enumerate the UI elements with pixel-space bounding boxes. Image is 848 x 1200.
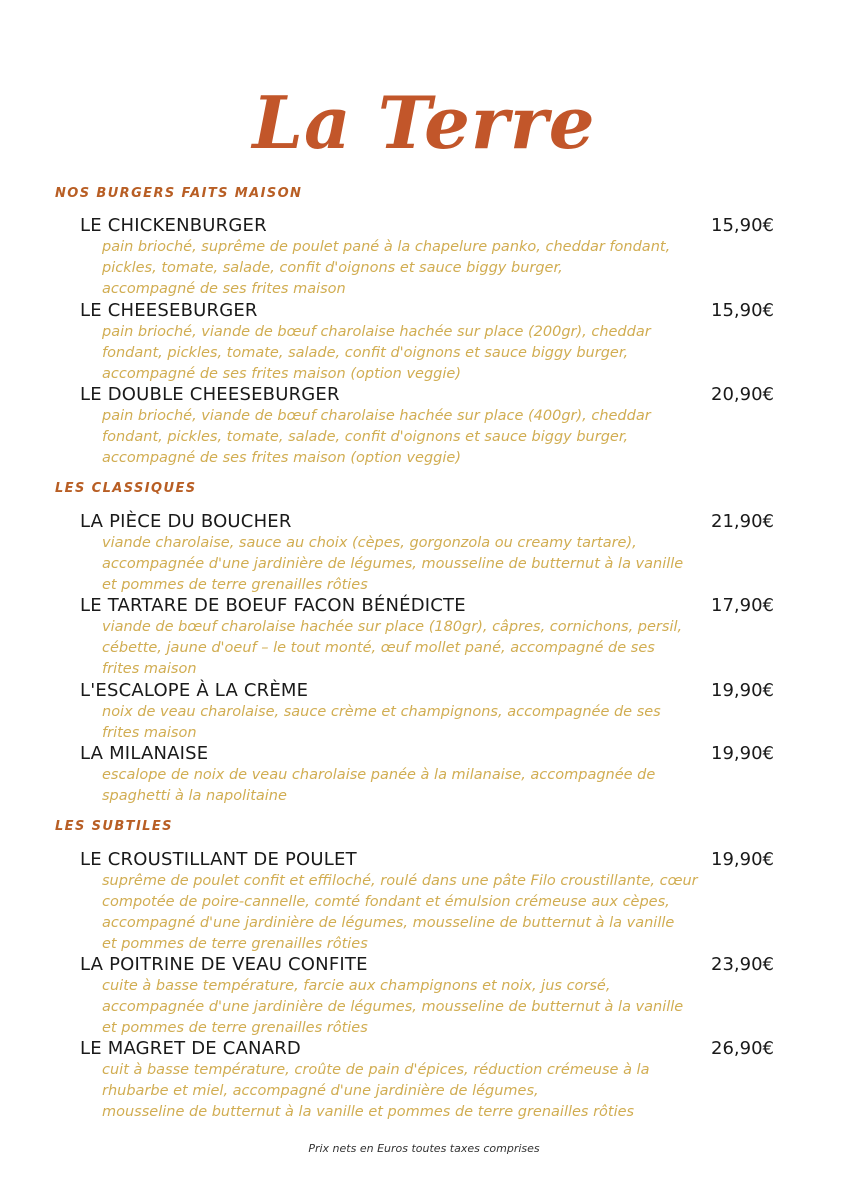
item-price: 20,90€ — [711, 384, 774, 405]
description-line: accompagné de ses frites maison (option veggie) — [102, 366, 461, 382]
menu-item — [80, 384, 774, 469]
item-description — [102, 406, 762, 469]
description-line: mousseline de butternut à la vanille et pommes de terre grenailles rôties — [102, 1104, 635, 1120]
description-line: pain brioché, viande de bœuf charolaise hachée sur place (200gr), cheddar — [102, 324, 651, 340]
description-line: suprême de poulet confit et effiloché, roulé dans une pâte Filo croustillante, cœur — [102, 873, 698, 889]
description-line: pain brioché, viande de bœuf charolaise hachée sur place (400gr), cheddar — [102, 408, 651, 424]
item-description — [102, 237, 762, 300]
item-name: LE CHEESEBURGER — [80, 300, 258, 321]
description-line: accompagné de ses frites maison — [102, 281, 346, 297]
item-description — [102, 702, 762, 744]
item-description — [102, 322, 762, 385]
item-price: 26,90€ — [711, 1038, 774, 1059]
description-line: cuite à basse température, farcie aux champignons et noix, jus corsé, — [102, 978, 611, 994]
item-description — [102, 1060, 762, 1123]
description-line: compotée de poire-cannelle, comté fondant et émulsion crémeuse aux cèpes, — [102, 894, 670, 910]
item-name: LE CROUSTILLANT DE POULET — [80, 849, 357, 870]
item-name: LA POITRINE DE VEAU CONFITE — [80, 954, 368, 975]
item-price: 15,90€ — [711, 300, 774, 321]
menu-item — [80, 215, 774, 300]
description-line: accompagné d'une jardinière de légumes, mousseline de butternut à la vanille — [102, 915, 675, 931]
description-line: viande charolaise, sauce au choix (cèpes, gorgonzola ou creamy tartare), — [102, 535, 637, 551]
description-line: noix de veau charolaise, sauce crème et champignons, accompagnée de ses — [102, 704, 661, 720]
item-name: LA MILANAISE — [80, 743, 209, 764]
menu-item — [80, 511, 774, 596]
section-title-classiques: LES CLASSIQUES — [55, 481, 197, 496]
menu-item — [80, 680, 774, 744]
section-title-subtiles: LES SUBTILES — [55, 819, 173, 834]
item-name: LE TARTARE DE BOEUF FACON BÉNÉDICTE — [80, 595, 466, 616]
menu-item — [80, 300, 774, 385]
item-price: 23,90€ — [711, 954, 774, 975]
description-line: et pommes de terre grenailles rôties — [102, 1020, 368, 1036]
price-footnote: Prix nets en Euros toutes taxes comprises — [308, 1142, 540, 1155]
item-description — [102, 871, 762, 955]
item-price: 19,90€ — [711, 680, 774, 701]
item-price: 21,90€ — [711, 511, 774, 532]
description-line: fondant, pickles, tomate, salade, confit d'oignons et sauce biggy burger, — [102, 345, 629, 361]
description-line: accompagnée d'une jardinière de légumes, mousseline de butternut à la vanille — [102, 999, 684, 1015]
description-line: rhubarbe et miel, accompagné d'une jardinière de légumes, — [102, 1083, 539, 1099]
item-name: LE MAGRET DE CANARD — [80, 1038, 301, 1059]
item-description — [102, 765, 762, 807]
menu-item — [80, 743, 774, 807]
description-line: et pommes de terre grenailles rôties — [102, 577, 368, 593]
description-line: pickles, tomate, salade, confit d'oignons et sauce biggy burger, — [102, 260, 563, 276]
item-name: L'ESCALOPE À LA CRÈME — [80, 680, 309, 701]
item-description — [102, 976, 762, 1039]
menu-item — [80, 849, 774, 955]
section-title-burgers: NOS BURGERS FAITS MAISON — [55, 186, 303, 201]
description-line: spaghetti à la napolitaine — [102, 788, 287, 804]
page-title: La Terre — [252, 80, 596, 165]
description-line: et pommes de terre grenailles rôties — [102, 936, 368, 952]
menu-item — [80, 1038, 774, 1123]
item-description — [102, 533, 762, 596]
item-name: LE CHICKENBURGER — [80, 215, 267, 236]
item-description — [102, 617, 762, 680]
description-line: frites maison — [102, 725, 197, 741]
description-line: fondant, pickles, tomate, salade, confit d'oignons et sauce biggy burger, — [102, 429, 629, 445]
item-price: 17,90€ — [711, 595, 774, 616]
item-price: 19,90€ — [711, 849, 774, 870]
item-price: 15,90€ — [711, 215, 774, 236]
description-line: pain brioché, suprême de poulet pané à la chapelure panko, cheddar fondant, — [102, 239, 671, 255]
description-line: accompagné de ses frites maison (option veggie) — [102, 450, 461, 466]
description-line: cébette, jaune d'oeuf – le tout monté, œuf mollet pané, accompagné de ses — [102, 640, 655, 656]
menu-item — [80, 595, 774, 680]
description-line: viande de bœuf charolaise hachée sur place (180gr), câpres, cornichons, persil, — [102, 619, 683, 635]
description-line: frites maison — [102, 661, 197, 677]
menu-item — [80, 954, 774, 1039]
description-line: escalope de noix de veau charolaise panée à la milanaise, accompagnée de — [102, 767, 656, 783]
item-name: LA PIÈCE DU BOUCHER — [80, 511, 292, 532]
description-line: accompagnée d'une jardinière de légumes, mousseline de butternut à la vanille — [102, 556, 684, 572]
item-price: 19,90€ — [711, 743, 774, 764]
description-line: cuit à basse température, croûte de pain d'épices, réduction crémeuse à la — [102, 1062, 650, 1078]
item-name: LE DOUBLE CHEESEBURGER — [80, 384, 340, 405]
